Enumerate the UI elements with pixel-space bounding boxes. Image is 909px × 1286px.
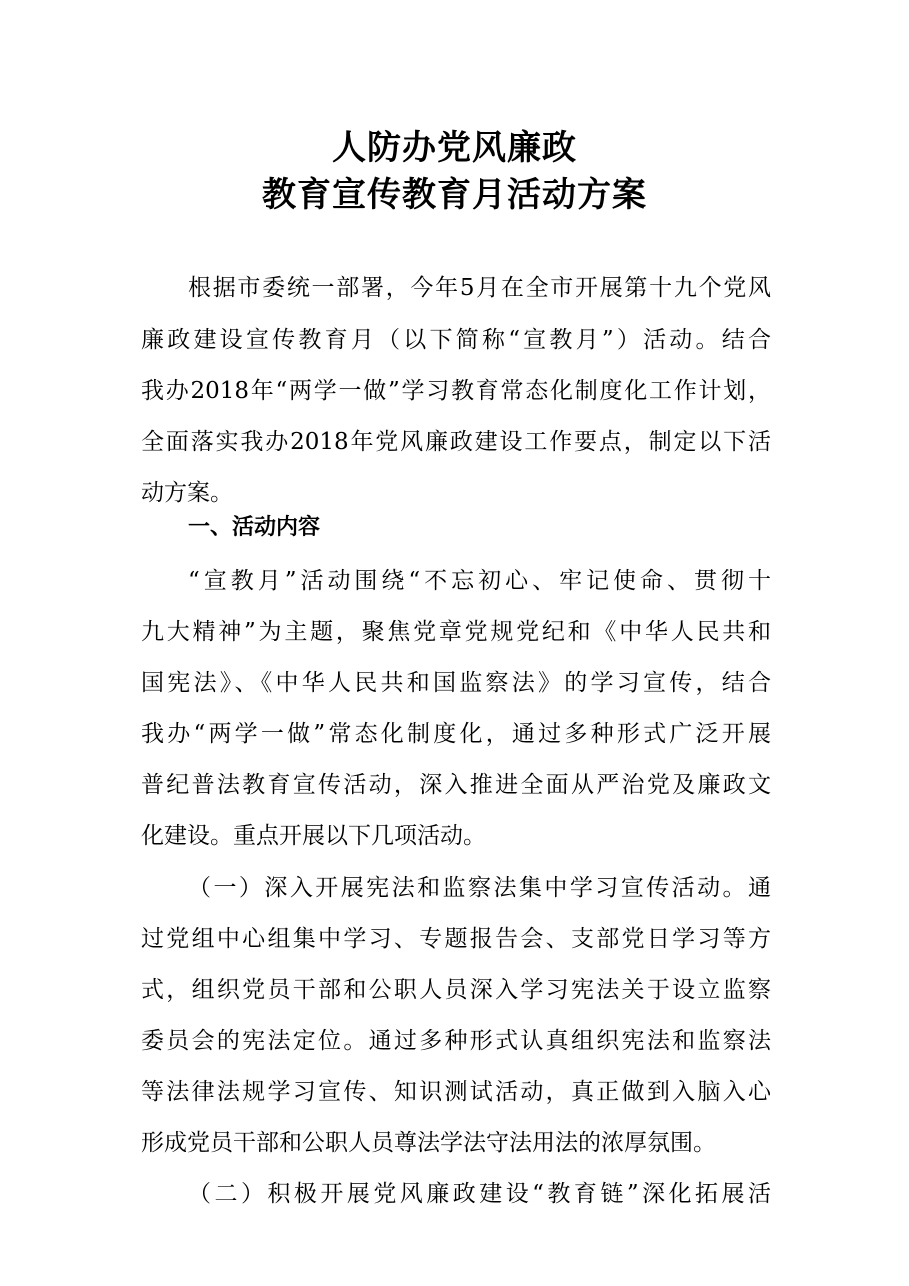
paragraph-3-line-5: 等法律法规学习宣传、知识测试活动，真正做到入脑入心 [141,1079,771,1105]
paragraph-1-line-5: 动方案。 [141,480,233,506]
paragraph-2-line-1: “宣教月”活动围绕“不忘初心、牢记使命、贯彻十 [188,568,771,594]
paragraph-1-line-3: 我办2018年“两学一做”学习教育常态化制度化工作计划， [141,378,771,404]
paragraph-4-line-1: （二）积极开展党风廉政建设“教育链”深化拓展活 [188,1181,771,1207]
paragraph-2-line-6: 化建设。重点开展以下几项活动。 [141,823,486,849]
paragraph-3-line-1: （一）深入开展宪法和监察法集中学习宣传活动。通 [188,875,771,901]
paragraph-1-line-4: 全面落实我办2018年党风廉政建设工作要点，制定以下活 [141,429,771,455]
paragraph-3-line-3: 式，组织党员干部和公职人员深入学习宪法关于设立监察 [141,977,771,1003]
paragraph-1-line-1: 根据市委统一部署，今年5月在全市开展第十九个党风 [188,275,771,301]
paragraph-3-line-6: 形成党员干部和公职人员尊法学法守法用法的浓厚氛围。 [141,1130,716,1156]
document-title-line-2: 教育宣传教育月活动方案 [262,175,647,215]
paragraph-2-line-5: 普纪普法教育宣传活动，深入推进全面从严治党及廉政文 [141,772,771,798]
paragraph-3-line-4: 委员会的宪法定位。通过多种形式认真组织宪法和监察法 [141,1028,771,1054]
paragraph-3-line-2: 过党组中心组集中学习、专题报告会、支部党日学习等方 [141,926,771,952]
section-heading-1: 一、活动内容 [188,515,321,540]
paragraph-2-line-4: 我办“两学一做”常态化制度化，通过多种形式广泛开展 [141,721,771,747]
paragraph-2-line-2: 九大精神”为主题，聚焦党章党规党纪和《中华人民共和 [141,619,771,645]
document-title-line-1: 人防办党风廉政 [332,128,577,168]
paragraph-2-line-3: 国宪法》、《中华人民共和国监察法》的学习宣传，结合 [141,670,771,696]
paragraph-1-line-2: 廉政建设宣传教育月（以下简称“宣教月”）活动。结合 [141,327,771,353]
